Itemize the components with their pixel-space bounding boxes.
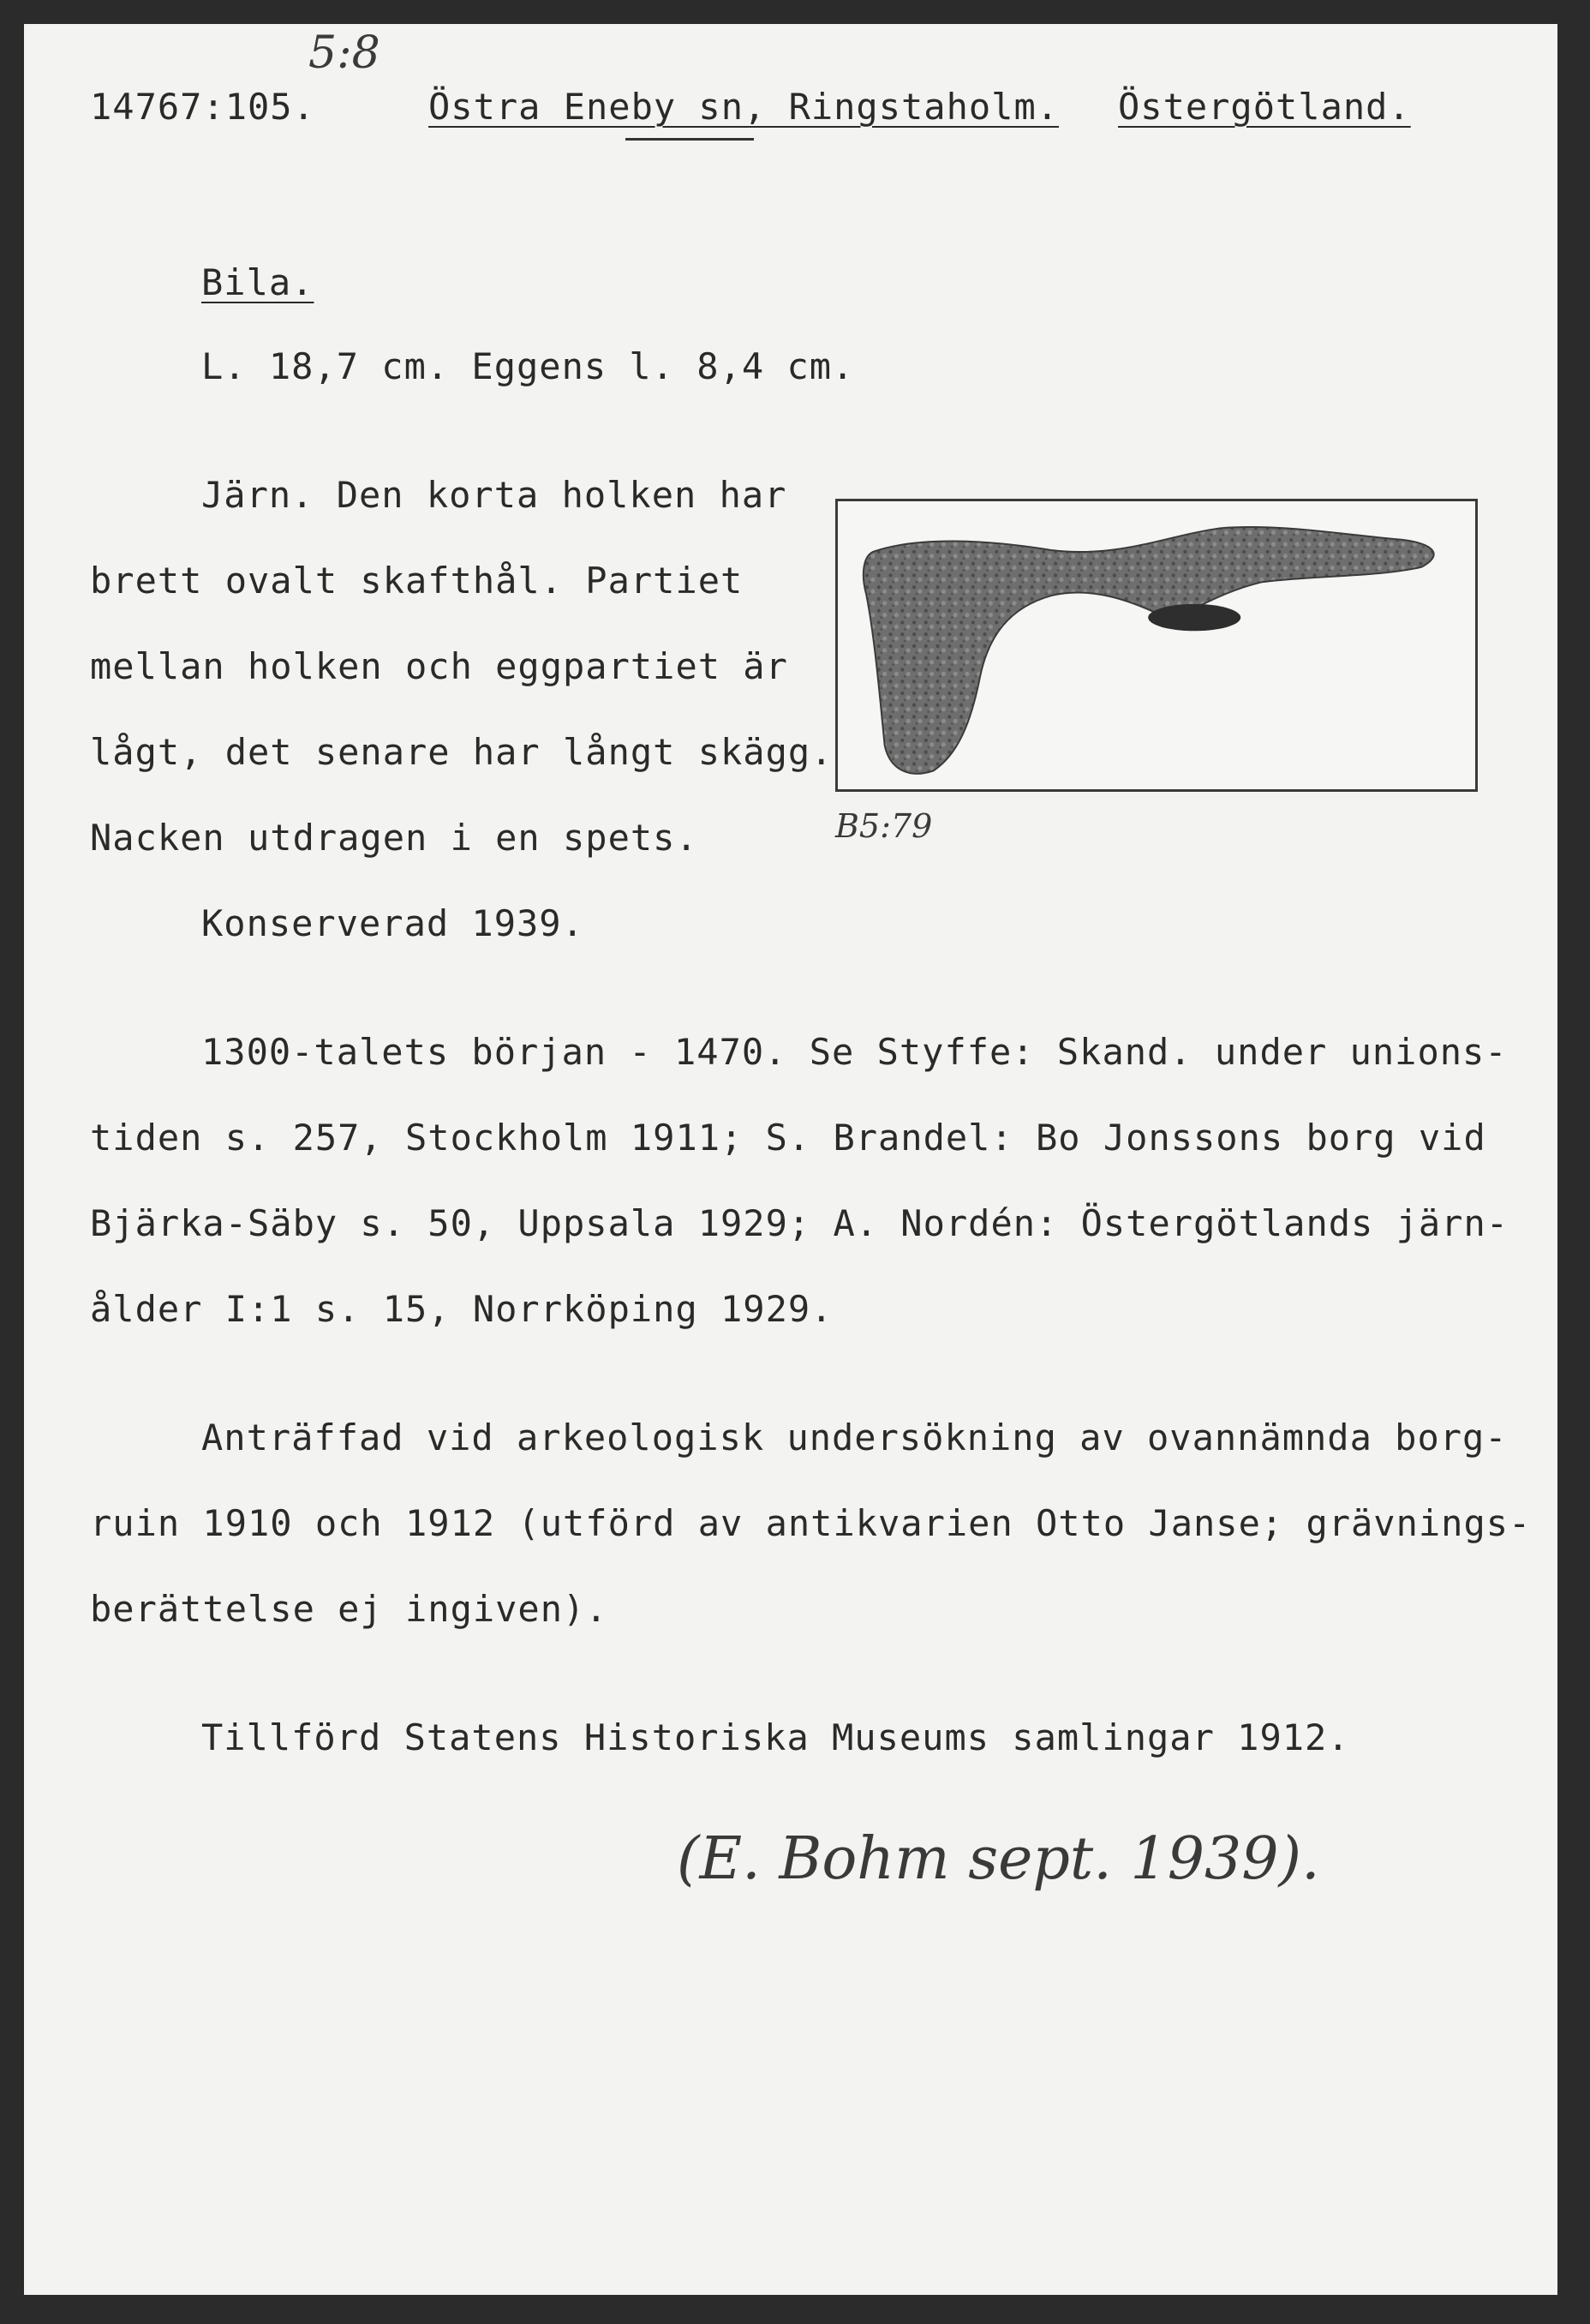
find-line: berättelse ej ingiven). — [90, 1588, 608, 1630]
axe-image — [838, 501, 1475, 789]
object-title: Bila. — [201, 261, 314, 303]
photo-reference: B5:79 — [835, 807, 933, 845]
description-line: Nacken utdragen i en spets. — [90, 817, 698, 859]
handwritten-underline — [625, 138, 754, 141]
catalog-number: 14767:105. — [90, 86, 315, 128]
accession-note: Tillförd Statens Historiska Museums samlingar 1912. — [201, 1716, 1350, 1758]
dating-line: Bjärka-Säby s. 50, Uppsala 1929; A. Nordén: Östergötlands järn- — [90, 1202, 1509, 1244]
artifact-photo — [835, 499, 1478, 792]
site-name: Östra Eneby sn, Ringstaholm. — [428, 86, 1060, 128]
province-name: Östergötland. — [1118, 86, 1411, 128]
dating-line: 1300-talets början - 1470. Se Styffe: Skand. under unions- — [201, 1031, 1508, 1073]
description-line: mellan holken och eggpartiet är — [90, 645, 788, 687]
handwritten-number: 5:8 — [308, 27, 380, 79]
dating-line: tiden s. 257, Stockholm 1911; S. Brandel: Bo Jonssons borg vid — [90, 1117, 1486, 1159]
find-line: Anträffad vid arkeologisk undersökning av ovannämnda borg- — [201, 1417, 1508, 1458]
description-line: lågt, det senare har långt skägg. — [90, 731, 834, 773]
handwritten-signature: (E. Bohm sept. 1939). — [677, 1825, 1320, 1893]
description-line: Järn. Den korta holken har — [201, 474, 787, 516]
description-line: brett ovalt skafthål. Partiet — [90, 560, 744, 602]
conservation-note: Konserverad 1939. — [201, 902, 584, 944]
find-line: ruin 1910 och 1912 (utförd av antikvarien Otto Janse; grävnings- — [90, 1502, 1532, 1544]
measurements: L. 18,7 cm. Eggens l. 8,4 cm. — [201, 345, 855, 387]
dating-line: ålder I:1 s. 15, Norrköping 1929. — [90, 1288, 834, 1330]
